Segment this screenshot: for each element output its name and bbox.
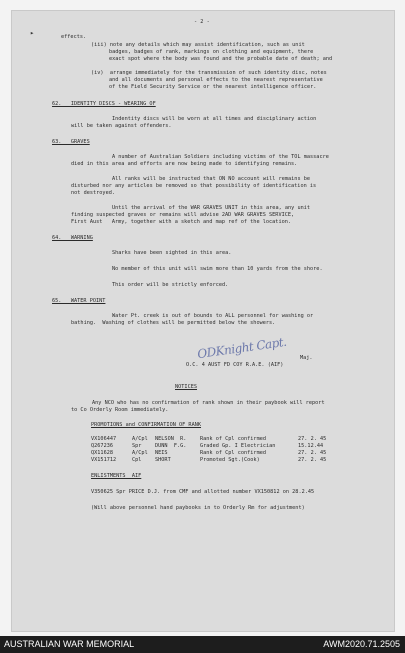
section-64-line3: This order will be strictly enforced.	[112, 282, 229, 288]
enlistments-line2: (Will above personnel hand paybooks in to Orderly Rm for adjustment)	[91, 505, 305, 511]
promotion-row-3-number: QX11628	[91, 450, 114, 456]
section-65-line2: bathing. Washing of clothes will be permitted below the showers.	[71, 320, 276, 326]
section-63-a1: A number of Australian Soldiers including victims of the TOL massacre	[112, 154, 329, 160]
footer-institution: AUSTRALIAN WAR MEMORIAL	[4, 639, 135, 649]
promotion-row-1-rank: A/Cpl	[132, 436, 148, 442]
item-iii-line1: (iii) note any details which may assist identification, such as unit	[91, 42, 305, 48]
section-64-line1: Sharks have been sighted in this area.	[112, 250, 232, 256]
handwritten-signature: ODKnight Capt.	[196, 334, 288, 362]
page-number: - 2 -	[194, 19, 210, 25]
section-63-c3: First Aust Army, together with a sketch and map ref of the location.	[71, 219, 292, 225]
promotion-row-4-name: SHORT	[155, 457, 171, 463]
notices-line2: to Co Orderly Room immediately.	[71, 407, 169, 413]
archive-footer	[0, 636, 405, 653]
promotion-row-3-name: NEIS	[155, 450, 168, 456]
section-63-b2: disturbed nor any articles be removed so that possibility of identification is	[71, 183, 317, 189]
item-iii-line2: badges, badges of rank, markings on clothing and equipment, there	[109, 49, 314, 55]
section-63-c1: Until the arrival of the WAR GRAVES UNIT in this area, any unit	[112, 205, 311, 211]
promotion-row-3-detail: Rank of Cpl confirmed	[200, 450, 267, 456]
promotion-row-2-date: 15.12.44	[298, 443, 324, 449]
promotion-row-4-number: VX151712	[91, 457, 117, 463]
document-page	[11, 10, 395, 632]
notices-line1: Any NCO who has no confirmation of rank shown in their paybook will report	[92, 400, 325, 406]
section-65-heading: 65. WATER POINT	[52, 298, 106, 304]
promotion-row-4-date: 27. 2. 45	[298, 457, 327, 463]
promotions-heading: PROMOTIONS and CONFIRMATION OF RANK	[91, 422, 202, 428]
promotion-row-4-rank: Cpl	[132, 457, 142, 463]
section-64-heading: 64. WARNING	[52, 235, 93, 241]
section-62-line1: Indentity discs will be worn at all times and disciplinary action	[112, 116, 317, 122]
promotion-row-1-number: VX106447	[91, 436, 117, 442]
promotion-row-1-detail: Rank of Cpl confirmed	[200, 436, 267, 442]
section-63-b1: All ranks will be instructed that ON NO account will remains be	[112, 176, 311, 182]
section-65-line1: Water Pt. creek is out of bounds to ALL personnel for washing or	[112, 313, 314, 319]
footer-accession-number: AWM2020.71.2505	[323, 639, 400, 649]
signature-rank: Maj.	[300, 355, 313, 361]
item-iii-line3: exact spot where the body was found and the probable date of death; and	[109, 56, 333, 62]
promotion-row-3-date: 27. 2. 45	[298, 450, 327, 456]
section-62-line2: will be taken against offenders.	[71, 123, 172, 129]
section-63-a2: died in this area and efforts are now being made to identifying remains.	[71, 161, 298, 167]
promotion-row-1-name: NELSON R.	[155, 436, 187, 442]
section-63-c2: finding suspected graves or remains will advise 2AD WAR GRAVES SERVICE,	[71, 212, 295, 218]
item-iv-line3: of the Field Security Service or the nearest intelligence officer.	[109, 84, 317, 90]
promotion-row-2-name: DUNN F.G.	[155, 443, 187, 449]
arrow-mark-icon: ▸	[30, 29, 35, 37]
section-62-heading: 62. IDENTITY DISCS - WEARING OF	[52, 101, 156, 107]
promotion-row-2-rank: Spr	[132, 443, 142, 449]
signature-unit-line: O.C. 4 AUST FD COY R.A.E. (AIF)	[186, 362, 284, 368]
promotion-row-2-number: Q267236	[91, 443, 114, 449]
section-63-b3: not destroyed.	[71, 190, 116, 196]
enlistments-heading: ENLISTMENTS AIF	[91, 473, 142, 479]
promotion-row-4-detail: Promoted Sgt.(Cook)	[200, 457, 260, 463]
item-iv-line1: (iv) arrange immediately for the transmission of such identity disc, notes	[91, 70, 327, 76]
section-63-heading: 63. GRAVES	[52, 139, 90, 145]
promotion-row-1-date: 27. 2. 45	[298, 436, 327, 442]
effects-text: effects.	[61, 34, 87, 40]
promotion-row-2-detail: Graded Gp. I Electrician	[200, 443, 276, 449]
enlistments-line1: V350625 Spr PRICE D.J. from CMF and allotted number VX150812 on 28.2.45	[91, 489, 315, 495]
item-iv-line2: and all documents and personal effects to the nearest representative	[109, 77, 323, 83]
section-64-line2: No member of this unit will swim more than 10 yards from the shore.	[112, 266, 323, 272]
promotion-row-3-rank: A/Cpl	[132, 450, 148, 456]
notices-heading: NOTICES	[175, 384, 198, 390]
